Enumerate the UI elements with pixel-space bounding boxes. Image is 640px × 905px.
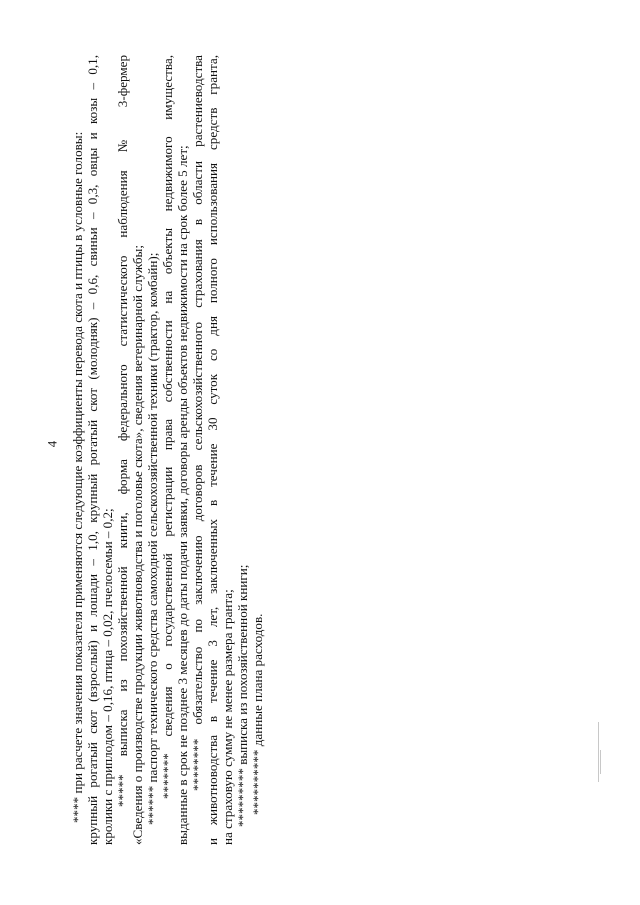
page-number: 4: [44, 440, 60, 448]
text-line-7: ******* сведения о государственной регистрации права собственности на объекты недвижимого имущества,: [160, 55, 175, 799]
text-line-6: ****** паспорт технического средства самоходной сельскохозяйственной техники (трактор, комбайн);: [145, 252, 160, 825]
text-line-10: и животноводства в течение 3 лет, заключенных в течение 30 суток со дня полного использования средств гранта,: [205, 55, 220, 845]
text-line-12: ********* выписка из похозяйственной книги;: [235, 564, 250, 827]
text-line-1: **** при расчете значения показателя применяются следующие коэффициенты перевода скота и птицы в условные головы:: [70, 131, 85, 823]
scan-artifact: [598, 722, 599, 782]
text-line-9: ******** обязательство по заключению договоров сельскохозяйственного страхования в области растениеводства: [190, 55, 205, 791]
text-line-5: «Сведения о производстве продукции животноводства и поголовье скота», сведения ветеринарной службы;: [130, 245, 145, 845]
rotated-text-block: [70, 55, 330, 845]
text-line-4: ***** выписка из похозяйственной книги, форма федерального статистического наблюдения № 3-фермер: [115, 55, 130, 807]
scan-artifact: [600, 750, 601, 774]
text-line-11: на страховую сумму не менее размера гранта;: [220, 589, 235, 845]
text-line-13: ********** данные плана расходов.: [250, 613, 265, 815]
text-line-2: крупный рогатый скот (взрослый) и лошади – 1,0, крупный рогатый скот (молодняк) – 0,6, свиньи – 0,3, овцы и козы – 0,1,: [85, 55, 100, 845]
text-line-3: кролики с приплодом – 0,16, птица – 0,02, пчелосемьи – 0,2;: [100, 508, 115, 845]
text-line-8: выданные в срок не позднее 3 месяцев до даты подачи заявки, договоры аренды объектов недвижимости на срок более 5 лет;: [175, 145, 190, 845]
